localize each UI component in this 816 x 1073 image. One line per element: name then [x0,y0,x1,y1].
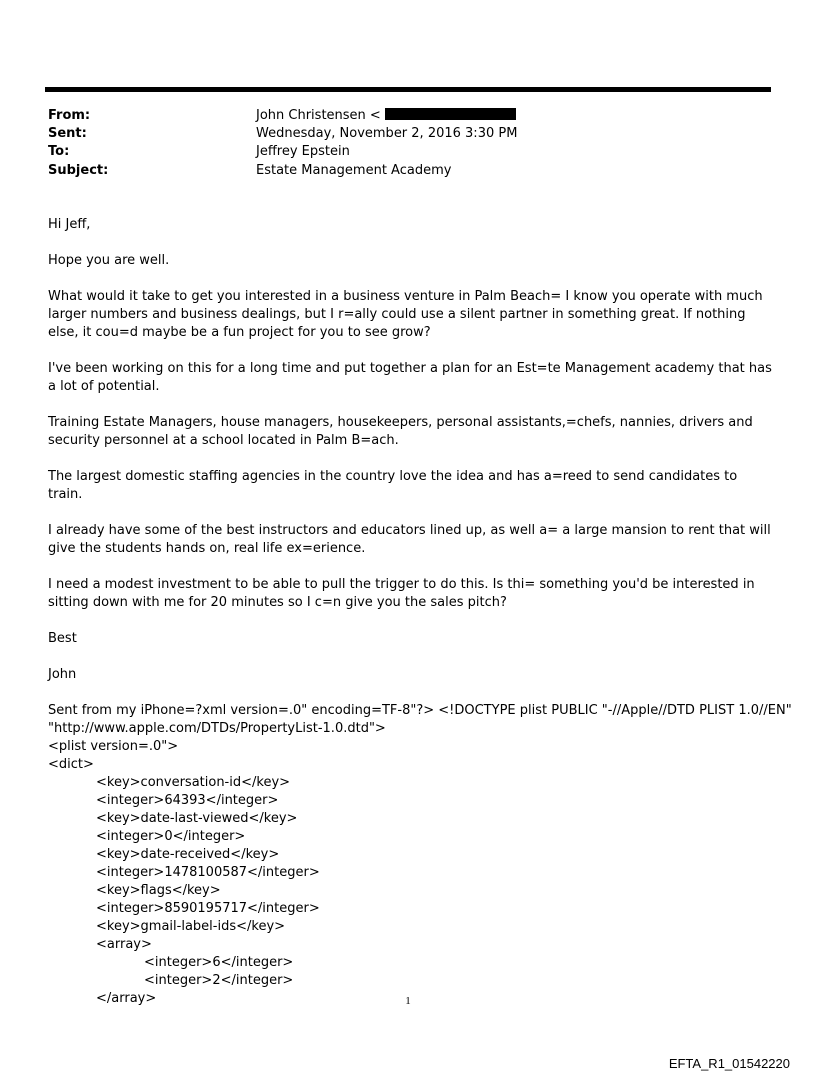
to-value: Jeffrey Epstein [256,144,350,160]
email-body [48,216,792,1008]
paragraph: I need a modest investment to be able to pull the trigger to do this. Is thi= something you'd be interested in sitting down with me for 20 minutes so I c=n give you the sales pitch? [48,577,755,610]
code-line: <plist version=.0"> [48,739,179,754]
to-row [48,143,517,161]
paragraph: Hope you are well. [48,253,170,268]
code-line: <integer>6</integer> [144,955,294,970]
sent-row [48,125,517,143]
code-line: <integer>1478100587</integer> [96,865,320,880]
code-line: <dict> [48,757,94,772]
email-header [48,107,517,180]
code-line: <integer>64393</integer> [96,793,279,808]
from-value: John Christensen < [256,107,516,125]
code-line: "http://www.apple.com/DTDs/PropertyList-1.0.dtd"> [48,721,386,736]
code-line: </array> [96,991,157,1006]
page-number: 1 [405,995,411,1007]
signoff: Best [48,631,77,646]
code-line: <key>conversation-id</key> [96,775,291,790]
plist-code-block [48,702,792,1008]
subject-label: Subject: [48,162,109,178]
code-line: Sent from my iPhone=?xml version=.0" encoding=TF-8"?> <!DOCTYPE plist PUBLIC "-//Apple//DTD PLIST 1.0//EN" [48,703,792,718]
sent-value: Wednesday, November 2, 2016 3:30 PM [256,126,518,142]
code-line: <key>date-received</key> [96,847,280,862]
to-label: To: [48,144,70,160]
subject-value: Estate Management Academy [256,162,452,178]
code-line: <key>date-last-viewed</key> [96,811,298,826]
code-line: <integer>8590195717</integer> [96,901,320,916]
signature-name: John [48,667,77,682]
from-label: From: [48,108,91,123]
paragraph: What would it take to get you interested in a business venture in Palm Beach= I know you operate with much larger numbers and business dealings, but I r=ally could use a silent partner in something great. If nothing else, it cou=d maybe be a fun project for you to see grow? [48,289,763,340]
sent-label: Sent: [48,126,87,142]
greeting: Hi Jeff, [48,217,91,232]
header-rule [45,87,771,92]
subject-row [48,162,517,180]
code-line: <integer>2</integer> [144,973,294,988]
paragraph: Training Estate Managers, house managers, housekeepers, personal assistants,=chefs, nannies, drivers and security personnel at a school located in Palm B=ach. [48,415,753,448]
redaction-bar [385,108,516,120]
paragraph: I've been working on this for a long time and put together a plan for an Est=te Management academy that has a lot of potential. [48,361,772,394]
code-line: <key>gmail-label-ids</key> [96,919,286,934]
paragraph: The largest domestic staffing agencies in the country love the idea and has a=reed to send candidates to train. [48,469,738,502]
paragraph: I already have some of the best instructors and educators lined up, as well a= a large mansion to rent that will give the students hands on, real life ex=erience. [48,523,771,556]
code-line: <key>flags</key> [96,883,221,898]
code-line: <integer>0</integer> [96,829,246,844]
bates-number: EFTA_R1_01542220 [668,1056,790,1071]
code-line: <array> [96,937,152,952]
from-row [48,107,517,125]
